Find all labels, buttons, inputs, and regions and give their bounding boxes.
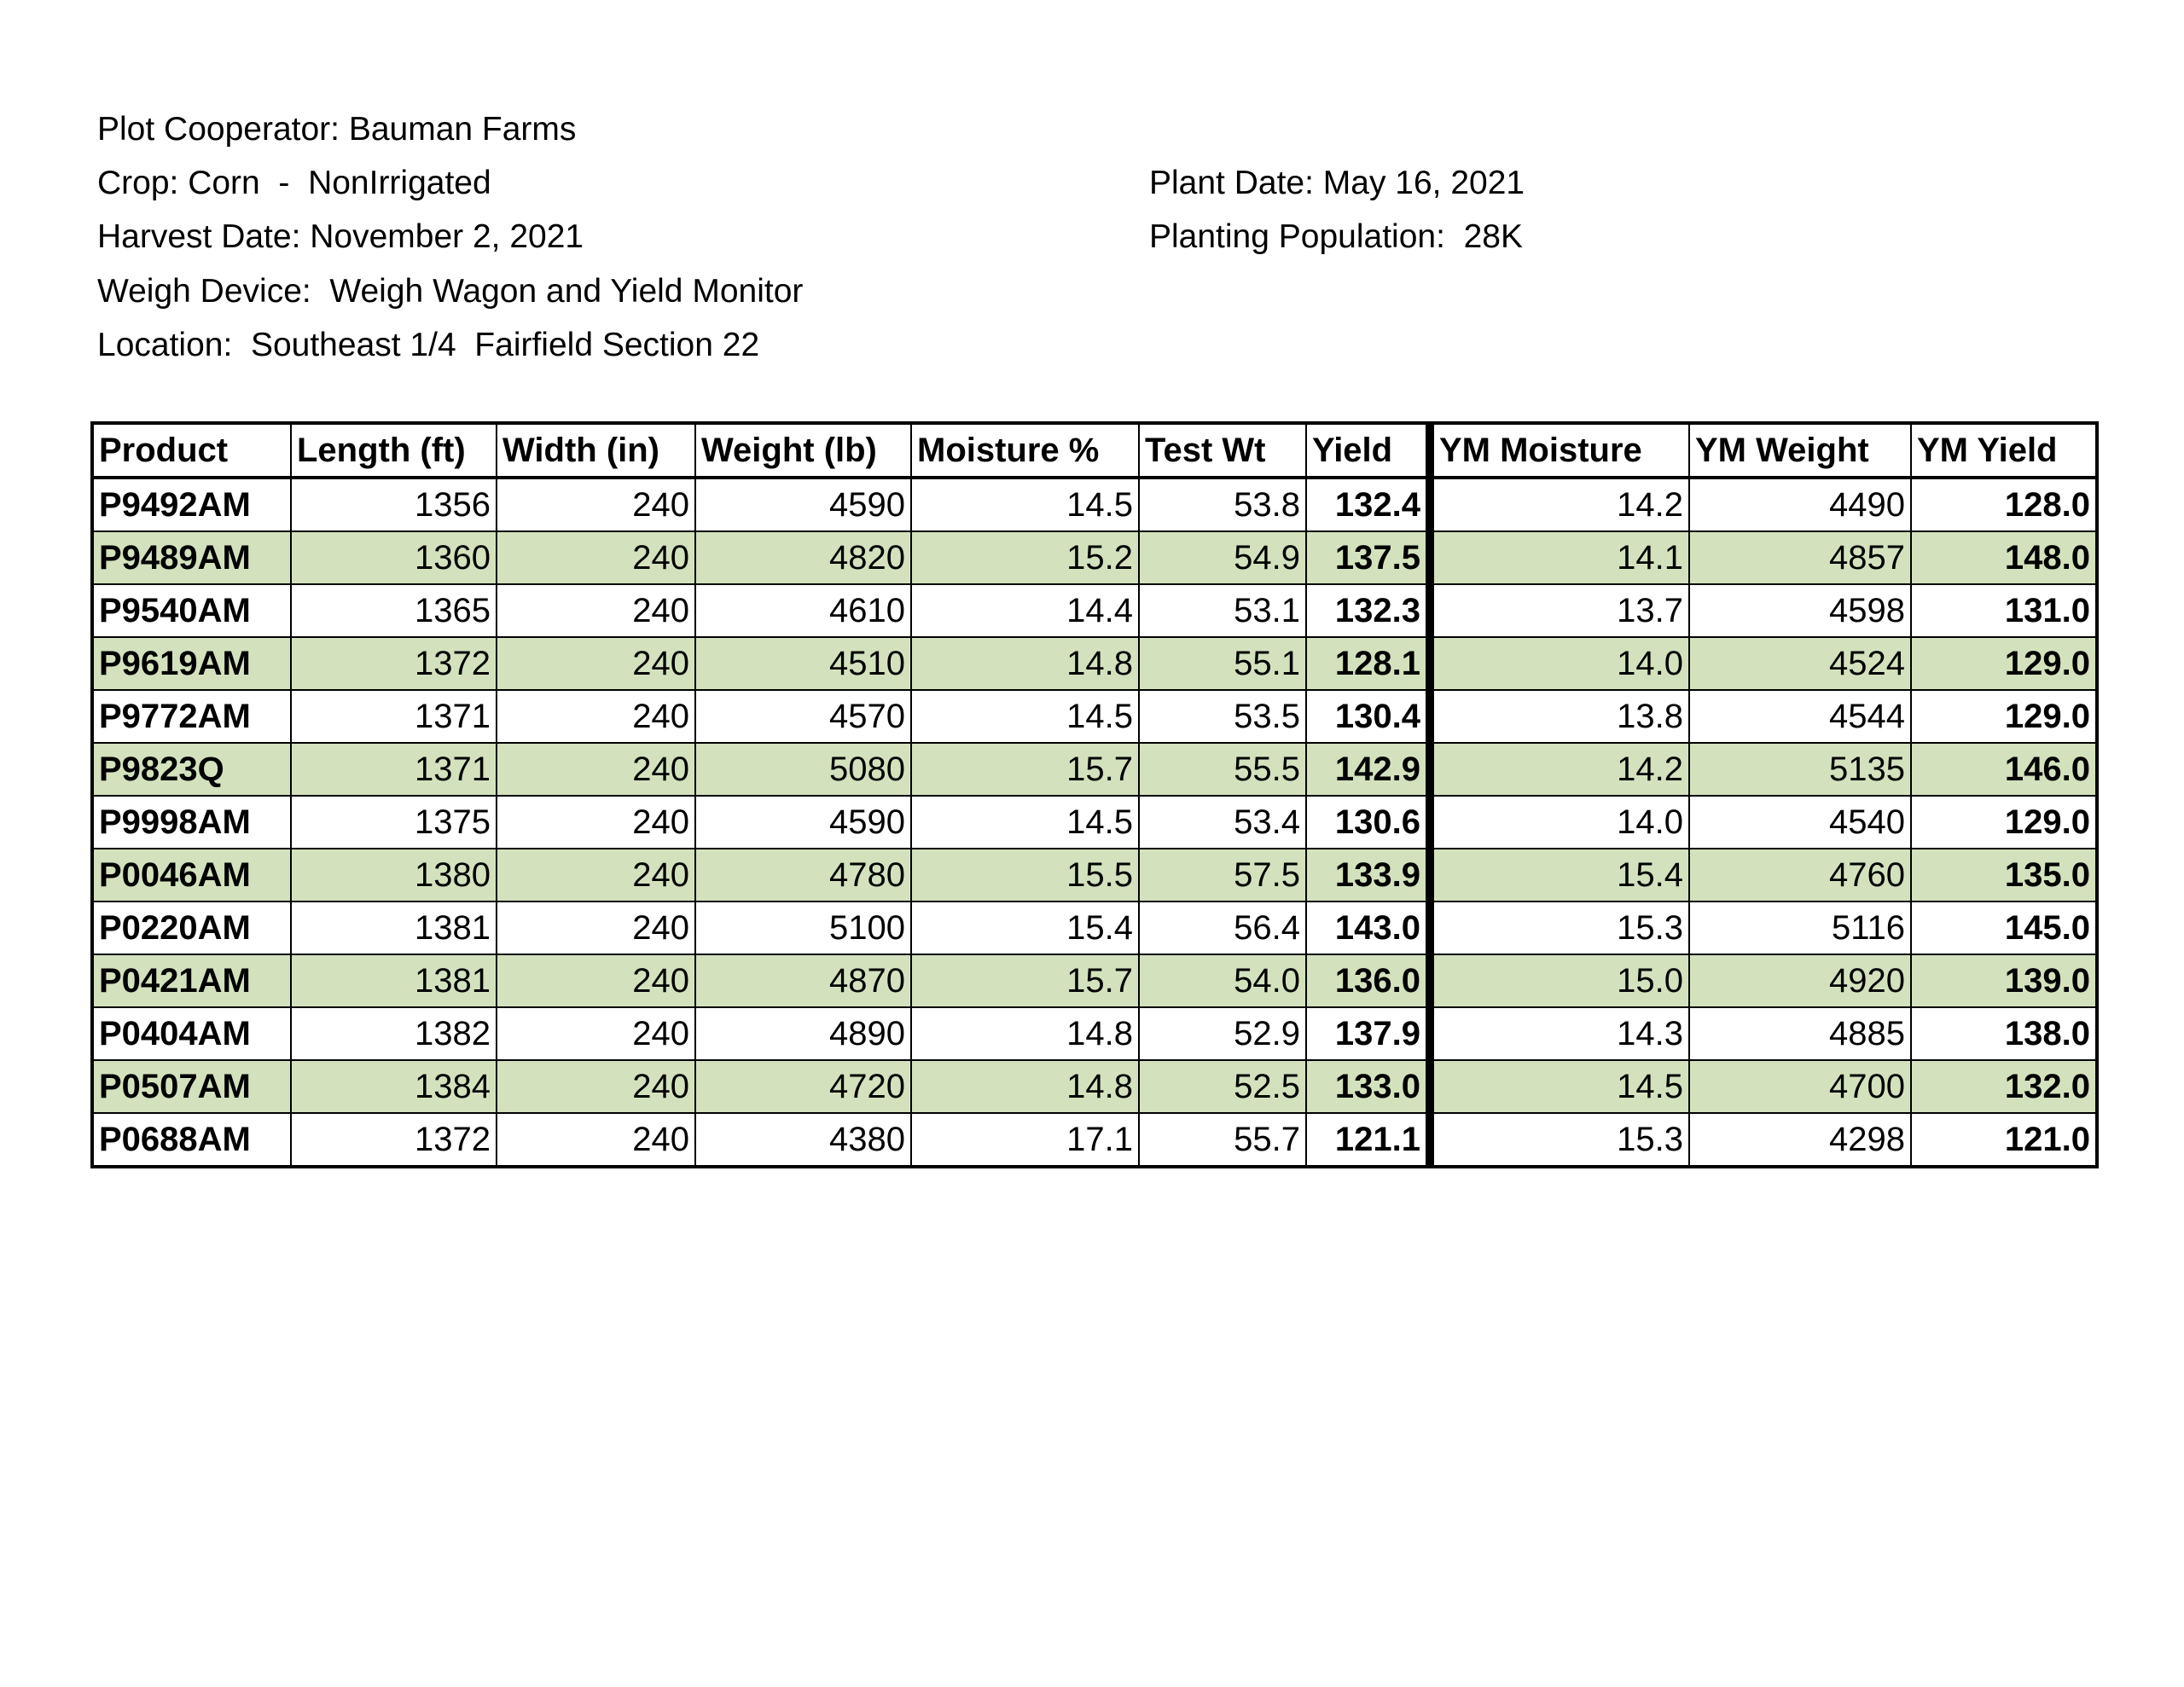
- table-cell: 240: [497, 637, 695, 690]
- table-cell: 4780: [695, 849, 911, 901]
- table-row: [92, 796, 2097, 849]
- table-cell: 138.0: [1911, 1007, 2097, 1060]
- table-cell: 240: [497, 743, 695, 796]
- table-cell: 14.2: [1430, 743, 1689, 796]
- table-cell: 55.7: [1139, 1113, 1306, 1167]
- column-header: YM Moisture: [1430, 423, 1689, 478]
- table-cell: 240: [497, 478, 695, 531]
- table-cell: 143.0: [1306, 901, 1430, 954]
- table-cell: 53.5: [1139, 690, 1306, 743]
- table-cell: 5100: [695, 901, 911, 954]
- product-name-cell: P9823Q: [92, 743, 291, 796]
- product-name-cell: P9998AM: [92, 796, 291, 849]
- table-cell: 1356: [291, 478, 497, 531]
- table-cell: 142.9: [1306, 743, 1430, 796]
- table-cell: 139.0: [1911, 954, 2097, 1007]
- table-cell: 15.3: [1430, 901, 1689, 954]
- table-cell: 1375: [291, 796, 497, 849]
- table-cell: 130.6: [1306, 796, 1430, 849]
- table-cell: 53.1: [1139, 584, 1306, 637]
- table-row: [92, 743, 2097, 796]
- table-cell: 4490: [1689, 478, 1911, 531]
- product-name-cell: P0220AM: [92, 901, 291, 954]
- table-cell: 240: [497, 1007, 695, 1060]
- table-row: [92, 1113, 2097, 1167]
- table-cell: 132.0: [1911, 1060, 2097, 1113]
- planting-population: Planting Population: 28K: [1149, 218, 1523, 255]
- table-cell: 15.0: [1430, 954, 1689, 1007]
- table-cell: 148.0: [1911, 531, 2097, 584]
- table-cell: 56.4: [1139, 901, 1306, 954]
- table-cell: 145.0: [1911, 901, 2097, 954]
- table-cell: 4870: [695, 954, 911, 1007]
- table-row: [92, 478, 2097, 531]
- table-cell: 1382: [291, 1007, 497, 1060]
- table-cell: 133.0: [1306, 1060, 1430, 1113]
- table-cell: 17.1: [911, 1113, 1139, 1167]
- product-name-cell: P0688AM: [92, 1113, 291, 1167]
- table-cell: 4857: [1689, 531, 1911, 584]
- yield-results-table: [90, 421, 2099, 1168]
- column-header: Product: [92, 423, 291, 478]
- table-cell: 128.1: [1306, 637, 1430, 690]
- table-row: [92, 690, 2097, 743]
- table-cell: 1381: [291, 954, 497, 1007]
- table-cell: 14.8: [911, 1060, 1139, 1113]
- table-cell: 14.5: [911, 478, 1139, 531]
- table-cell: 133.9: [1306, 849, 1430, 901]
- table-cell: 132.4: [1306, 478, 1430, 531]
- table-cell: 137.9: [1306, 1007, 1430, 1060]
- product-name-cell: P9540AM: [92, 584, 291, 637]
- table-cell: 132.3: [1306, 584, 1430, 637]
- table-header-row: [92, 423, 2097, 478]
- table-cell: 129.0: [1911, 637, 2097, 690]
- table-cell: 1360: [291, 531, 497, 584]
- product-name-cell: P9492AM: [92, 478, 291, 531]
- table-row: [92, 849, 2097, 901]
- table-cell: 14.5: [911, 690, 1139, 743]
- table-cell: 14.1: [1430, 531, 1689, 584]
- table-cell: 240: [497, 1113, 695, 1167]
- table-row: [92, 637, 2097, 690]
- table-cell: 1381: [291, 901, 497, 954]
- product-name-cell: P0404AM: [92, 1007, 291, 1060]
- table-cell: 53.8: [1139, 478, 1306, 531]
- table-row: [92, 954, 2097, 1007]
- table-cell: 240: [497, 954, 695, 1007]
- table-cell: 1384: [291, 1060, 497, 1113]
- table-cell: 240: [497, 901, 695, 954]
- location: Location: Southeast 1/4 Fairfield Section 22: [97, 327, 760, 363]
- table-cell: 52.5: [1139, 1060, 1306, 1113]
- column-header: Length (ft): [291, 423, 497, 478]
- table-cell: 52.9: [1139, 1007, 1306, 1060]
- table-cell: 4540: [1689, 796, 1911, 849]
- table-cell: 55.5: [1139, 743, 1306, 796]
- table-cell: 4610: [695, 584, 911, 637]
- product-name-cell: P9489AM: [92, 531, 291, 584]
- column-header: YM Weight: [1689, 423, 1911, 478]
- table-cell: 240: [497, 796, 695, 849]
- table-cell: 1371: [291, 743, 497, 796]
- table-cell: 1371: [291, 690, 497, 743]
- table-cell: 15.5: [911, 849, 1139, 901]
- table-cell: 53.4: [1139, 796, 1306, 849]
- table-cell: 57.5: [1139, 849, 1306, 901]
- table-cell: 5116: [1689, 901, 1911, 954]
- table-cell: 14.3: [1430, 1007, 1689, 1060]
- table-cell: 4720: [695, 1060, 911, 1113]
- table-cell: 15.3: [1430, 1113, 1689, 1167]
- product-name-cell: P0046AM: [92, 849, 291, 901]
- table-cell: 15.7: [911, 743, 1139, 796]
- table-cell: 4760: [1689, 849, 1911, 901]
- table-cell: 4700: [1689, 1060, 1911, 1113]
- table-cell: 4524: [1689, 637, 1911, 690]
- weigh-device: Weigh Device: Weigh Wagon and Yield Monitor: [97, 273, 804, 310]
- table-cell: 4890: [695, 1007, 911, 1060]
- table-row: [92, 901, 2097, 954]
- table-cell: 14.4: [911, 584, 1139, 637]
- table-cell: 240: [497, 690, 695, 743]
- table-cell: 1372: [291, 1113, 497, 1167]
- table-cell: 4544: [1689, 690, 1911, 743]
- product-name-cell: P9619AM: [92, 637, 291, 690]
- table-row: [92, 584, 2097, 637]
- table-cell: 4885: [1689, 1007, 1911, 1060]
- table-cell: 146.0: [1911, 743, 2097, 796]
- table-body: [92, 478, 2097, 1167]
- table-cell: 121.1: [1306, 1113, 1430, 1167]
- table-cell: 136.0: [1306, 954, 1430, 1007]
- table-cell: 14.2: [1430, 478, 1689, 531]
- table-cell: 4590: [695, 478, 911, 531]
- table-cell: 240: [497, 531, 695, 584]
- table-cell: 4510: [695, 637, 911, 690]
- table-cell: 4298: [1689, 1113, 1911, 1167]
- table-cell: 14.5: [911, 796, 1139, 849]
- plant-date: Plant Date: May 16, 2021: [1149, 165, 1525, 201]
- table-cell: 135.0: [1911, 849, 2097, 901]
- product-name-cell: P0507AM: [92, 1060, 291, 1113]
- table-cell: 129.0: [1911, 796, 2097, 849]
- table-row: [92, 531, 2097, 584]
- table-cell: 14.8: [911, 1007, 1139, 1060]
- table-cell: 15.2: [911, 531, 1139, 584]
- table-cell: 4380: [695, 1113, 911, 1167]
- column-header: Moisture %: [911, 423, 1139, 478]
- table-cell: 4920: [1689, 954, 1911, 1007]
- table-cell: 15.7: [911, 954, 1139, 1007]
- table-cell: 4820: [695, 531, 911, 584]
- table-cell: 15.4: [1430, 849, 1689, 901]
- product-name-cell: P9772AM: [92, 690, 291, 743]
- table-cell: 130.4: [1306, 690, 1430, 743]
- harvest-date: Harvest Date: November 2, 2021: [97, 218, 584, 255]
- table-cell: 5080: [695, 743, 911, 796]
- table-cell: 15.4: [911, 901, 1139, 954]
- column-header: Weight (lb): [695, 423, 911, 478]
- product-name-cell: P0421AM: [92, 954, 291, 1007]
- table-cell: 137.5: [1306, 531, 1430, 584]
- table-row: [92, 1007, 2097, 1060]
- table-cell: 14.8: [911, 637, 1139, 690]
- table-cell: 14.0: [1430, 637, 1689, 690]
- table-row: [92, 1060, 2097, 1113]
- table-cell: 129.0: [1911, 690, 2097, 743]
- table-cell: 13.7: [1430, 584, 1689, 637]
- table-cell: 4598: [1689, 584, 1911, 637]
- table-cell: 14.5: [1430, 1060, 1689, 1113]
- column-header: Width (in): [497, 423, 695, 478]
- column-header: YM Yield: [1911, 423, 2097, 478]
- plot-cooperator: Plot Cooperator: Bauman Farms: [97, 111, 577, 148]
- table-cell: 13.8: [1430, 690, 1689, 743]
- table-cell: 54.0: [1139, 954, 1306, 1007]
- table-cell: 1372: [291, 637, 497, 690]
- table-cell: 1365: [291, 584, 497, 637]
- table-cell: 240: [497, 849, 695, 901]
- table-cell: 131.0: [1911, 584, 2097, 637]
- table-cell: 240: [497, 584, 695, 637]
- table-cell: 14.0: [1430, 796, 1689, 849]
- crop-info: Crop: Corn - NonIrrigated: [97, 165, 491, 201]
- table-cell: 240: [497, 1060, 695, 1113]
- table-cell: 54.9: [1139, 531, 1306, 584]
- column-header: Test Wt: [1139, 423, 1306, 478]
- table-cell: 4590: [695, 796, 911, 849]
- column-header: Yield: [1306, 423, 1430, 478]
- table-cell: 4570: [695, 690, 911, 743]
- table-cell: 55.1: [1139, 637, 1306, 690]
- table-cell: 1380: [291, 849, 497, 901]
- table-cell: 5135: [1689, 743, 1911, 796]
- table-cell: 121.0: [1911, 1113, 2097, 1167]
- table-cell: 128.0: [1911, 478, 2097, 531]
